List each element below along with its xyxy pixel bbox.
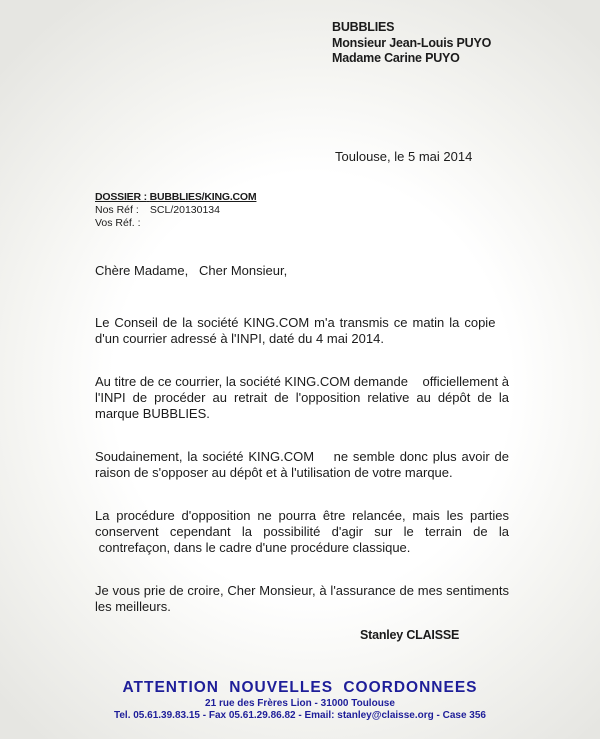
recipient-name-2: Madame Carine PUYO <box>332 51 460 65</box>
paragraph-5: Je vous prie de croire, Cher Monsieur, à l'assurance de mes sentiments les meilleurs. <box>95 583 513 614</box>
dossier-value: BUBBLIES/KING.COM <box>149 191 257 203</box>
footer-contact-line: Tel. 05.61.39.83.15 - Fax 05.61.29.86.82 - Email: stanley@claisse.org - Case 356 <box>113 710 486 721</box>
paragraph-3: Soudainement, la société KING.COM ne semble donc plus avoir de raison de s'opposer au dépôt et à l'utilisation de votre marque. <box>95 449 513 480</box>
nos-ref-line <box>95 204 256 217</box>
dossier-label: DOSSIER : <box>95 191 147 203</box>
nos-ref-label: Nos Réf : <box>95 204 139 216</box>
letter-body <box>95 315 513 642</box>
footer-attention-title: ATTENTION NOUVELLES COORDONNEES <box>122 679 478 696</box>
letterhead-footer <box>0 679 600 722</box>
vos-ref-line <box>95 217 256 230</box>
recipient-name-1: Monsieur Jean-Louis PUYO <box>332 35 492 50</box>
vos-ref-label: Vos Réf. : <box>95 217 141 229</box>
nos-ref-value: SCL/20130134 <box>149 204 220 216</box>
recipient-block <box>332 20 491 67</box>
salutation: Chère Madame, Cher Monsieur, <box>95 263 288 278</box>
paragraph-1: Le Conseil de la société KING.COM m'a transmis ce matin la copie d'un courrier adressé à l'INPI, daté du 4 mai 2014. <box>95 315 513 346</box>
signature-name: Stanley CLAISSE <box>360 628 460 642</box>
reference-block <box>95 191 256 230</box>
recipient-company: BUBBLIES <box>332 20 395 34</box>
footer-address: 21 rue des Frères Lion - 31000 Toulouse <box>205 698 395 709</box>
paragraph-4: La procédure d'opposition ne pourra être relancée, mais les parties conservent cependant la possibilité d'agir sur le terrain de la contrefaçon, dans le cadre d'une procédure classique. <box>95 508 513 555</box>
dateline: Toulouse, le 5 mai 2014 <box>335 149 473 164</box>
dossier-line <box>95 191 256 204</box>
paragraph-2: Au titre de ce courrier, la société KING.COM demande officiellement à l'INPI de procéder au retrait de l'opposition relative au dépôt de la marque BUBBLIES. <box>95 374 513 421</box>
